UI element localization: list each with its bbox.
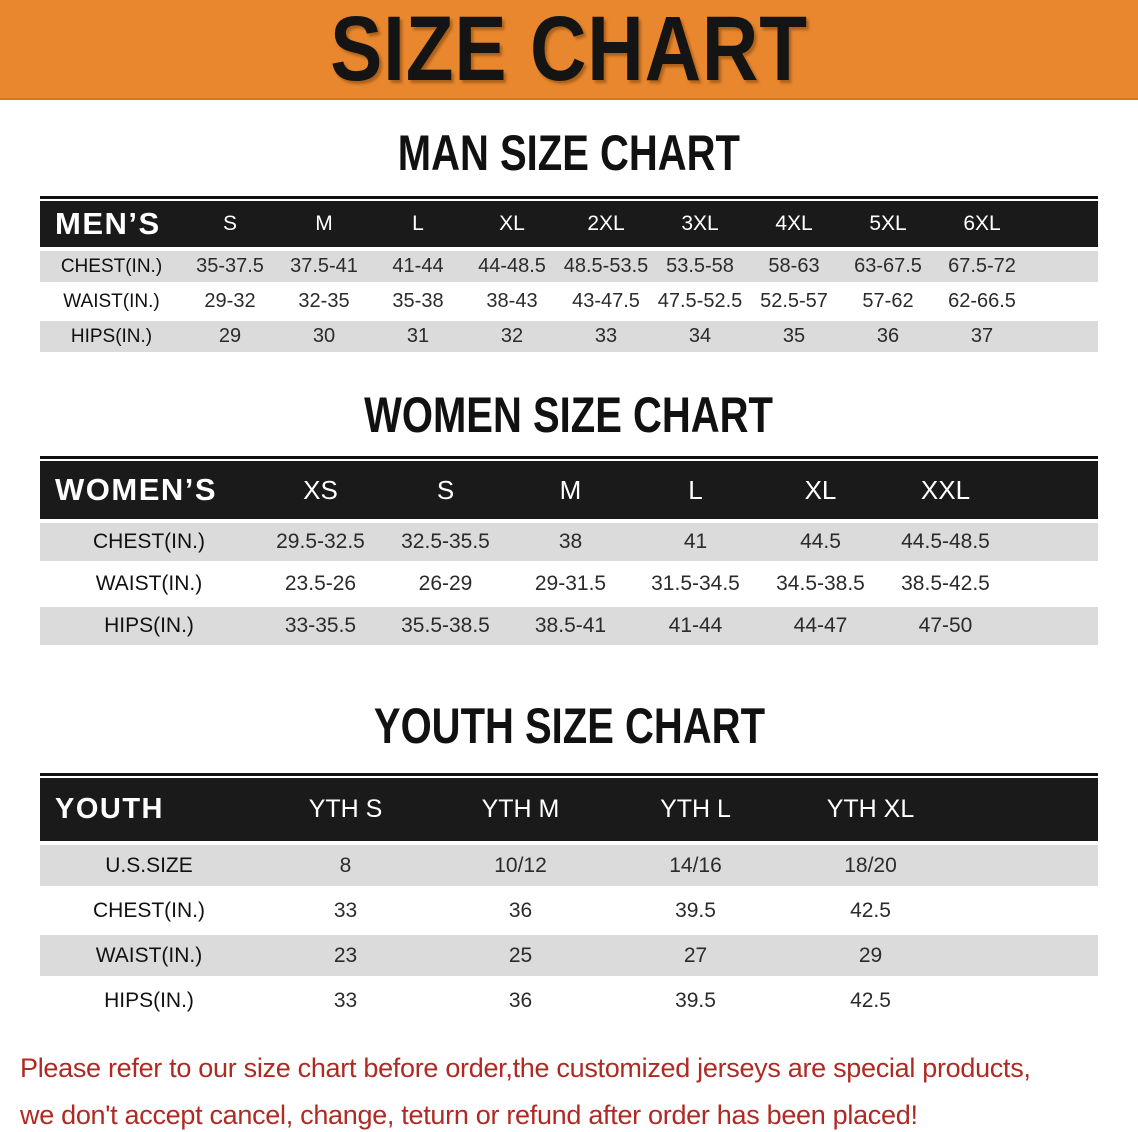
men-waist-value: 35-38 xyxy=(392,290,444,312)
men-column-header: S xyxy=(222,212,237,235)
youth-waist-value: 29 xyxy=(858,943,883,967)
women-column-header: L xyxy=(688,474,703,505)
youth-hips-value: 42.5 xyxy=(850,988,891,1012)
youth-waist-label: WAIST(IN.) xyxy=(95,943,203,967)
youth-row-chest xyxy=(40,890,1098,931)
men-chest-value: 53.5-58 xyxy=(666,255,734,277)
women-column-header: XXL xyxy=(920,474,971,505)
women-waist-value: 38.5-42.5 xyxy=(901,572,990,595)
women-chest-value: 44.5-48.5 xyxy=(901,530,990,553)
women-table-header xyxy=(40,461,1098,519)
women-waist-value: 31.5-34.5 xyxy=(651,572,740,595)
women-row-hips xyxy=(40,607,1098,645)
youth-heading-text: YOUTH SIZE CHART xyxy=(373,698,765,754)
women-chest-value: 41 xyxy=(683,530,708,553)
men-waist-value: 52.5-57 xyxy=(760,290,828,312)
women-size-table xyxy=(40,456,1098,645)
youth-chest-label: CHEST(IN.) xyxy=(93,898,205,922)
women-hips-value: 38.5-41 xyxy=(534,614,607,637)
men-waist-value: 29-32 xyxy=(204,290,256,312)
youth-header-label: YOUTH xyxy=(55,793,164,825)
table-top-rule xyxy=(40,773,1098,776)
youth-column-header: YTH L xyxy=(660,795,731,823)
men-column-header: 4XL xyxy=(775,212,813,235)
youth-waist-value: 25 xyxy=(508,943,533,967)
women-hips-value: 33-35.5 xyxy=(284,614,357,637)
men-column-header: 6XL xyxy=(963,212,1001,235)
men-row-hips xyxy=(40,321,1098,352)
men-hips-value: 35 xyxy=(782,325,806,347)
men-header-label: MEN’S xyxy=(55,206,161,241)
youth-table-header xyxy=(40,778,1098,841)
disclaimer-note xyxy=(0,1045,1138,1132)
men-heading-text: MAN SIZE CHART xyxy=(397,125,741,181)
men-chest-value: 37.5-41 xyxy=(290,255,358,277)
men-chest-label: CHEST(IN.) xyxy=(60,255,163,277)
women-hips-value: 47-50 xyxy=(918,614,973,637)
women-waist-value: 23.5-26 xyxy=(284,572,357,595)
women-waist-value: 29-31.5 xyxy=(534,572,607,595)
banner xyxy=(0,0,1138,100)
youth-section-heading xyxy=(0,698,1138,754)
women-chest-value: 32.5-35.5 xyxy=(401,530,490,553)
men-chest-value: 44-48.5 xyxy=(478,255,546,277)
youth-ussize-value: 18/20 xyxy=(844,853,897,877)
men-size-table xyxy=(40,196,1098,352)
disclaimer-line-1: Please refer to our size chart before order,the customized jerseys are special products, xyxy=(20,1053,1031,1083)
women-column-header: S xyxy=(436,474,455,505)
youth-column-header: YTH XL xyxy=(826,795,915,823)
men-waist-label: WAIST(IN.) xyxy=(63,290,160,312)
youth-hips-value: 36 xyxy=(508,988,533,1012)
men-table-header xyxy=(40,201,1098,247)
page-title: SIZE CHART xyxy=(330,0,808,100)
men-waist-value: 43-47.5 xyxy=(572,290,640,312)
men-hips-value: 36 xyxy=(876,325,900,347)
men-waist-value: 47.5-52.5 xyxy=(657,290,743,312)
men-waist-value: 38-43 xyxy=(486,290,538,312)
women-hips-label: HIPS(IN.) xyxy=(104,614,194,637)
men-chest-value: 35-37.5 xyxy=(196,255,264,277)
youth-row-ussize xyxy=(40,845,1098,886)
women-row-chest xyxy=(40,523,1098,561)
women-hips-value: 41-44 xyxy=(668,614,723,637)
women-chest-value: 29.5-32.5 xyxy=(276,530,365,553)
men-column-header: 5XL xyxy=(869,212,907,235)
men-column-header: 2XL xyxy=(587,212,625,235)
men-chest-value: 41-44 xyxy=(392,255,444,277)
women-heading-text: WOMEN SIZE CHART xyxy=(364,387,774,443)
men-column-header: M xyxy=(315,212,333,235)
youth-ussize-value: 14/16 xyxy=(669,853,722,877)
men-column-header: L xyxy=(412,212,424,235)
women-chest-value: 38 xyxy=(558,530,583,553)
youth-chest-value: 36 xyxy=(508,898,533,922)
men-waist-value: 57-62 xyxy=(862,290,914,312)
youth-size-table xyxy=(40,773,1098,1021)
youth-ussize-value: 8 xyxy=(339,853,352,877)
youth-hips-value: 33 xyxy=(333,988,358,1012)
youth-hips-label: HIPS(IN.) xyxy=(104,988,194,1012)
men-section-heading xyxy=(0,125,1138,181)
men-chest-value: 67.5-72 xyxy=(948,255,1016,277)
women-chest-value: 44.5 xyxy=(800,530,841,553)
men-waist-value: 62-66.5 xyxy=(948,290,1016,312)
men-column-header: XL xyxy=(499,212,525,235)
women-header-label: WOMEN’S xyxy=(55,472,218,507)
men-chest-value: 48.5-53.5 xyxy=(563,255,649,277)
men-hips-value: 31 xyxy=(406,325,430,347)
women-chest-label: CHEST(IN.) xyxy=(93,530,205,553)
youth-waist-value: 23 xyxy=(333,943,358,967)
women-row-waist xyxy=(40,565,1098,603)
youth-ussize-value: 10/12 xyxy=(494,853,547,877)
men-chest-value: 63-67.5 xyxy=(854,255,922,277)
men-waist-value: 32-35 xyxy=(298,290,350,312)
youth-chest-value: 33 xyxy=(333,898,358,922)
disclaimer-line-2: we don't accept cancel, change, teturn or refund after order has been placed! xyxy=(20,1100,918,1130)
men-hips-label: HIPS(IN.) xyxy=(70,325,153,347)
men-hips-value: 29 xyxy=(218,325,242,347)
men-hips-value: 32 xyxy=(500,325,524,347)
table-top-rule xyxy=(40,456,1098,459)
youth-chest-value: 39.5 xyxy=(675,898,716,922)
table-top-rule xyxy=(40,196,1098,199)
youth-ussize-label: U.S.SIZE xyxy=(105,853,193,877)
men-row-chest xyxy=(40,251,1098,282)
men-hips-value: 37 xyxy=(970,325,994,347)
women-waist-label: WAIST(IN.) xyxy=(95,572,203,595)
women-section-heading xyxy=(0,387,1138,443)
women-waist-value: 34.5-38.5 xyxy=(776,572,865,595)
youth-waist-value: 27 xyxy=(683,943,708,967)
youth-chest-value: 42.5 xyxy=(850,898,891,922)
women-column-header: M xyxy=(559,474,582,505)
women-waist-value: 26-29 xyxy=(418,572,473,595)
youth-row-waist xyxy=(40,935,1098,976)
men-column-header: 3XL xyxy=(681,212,719,235)
men-chest-value: 58-63 xyxy=(768,255,820,277)
youth-column-header: YTH S xyxy=(308,795,383,823)
men-row-waist xyxy=(40,286,1098,317)
youth-hips-value: 39.5 xyxy=(675,988,716,1012)
women-column-header: XL xyxy=(804,474,837,505)
men-hips-value: 33 xyxy=(594,325,618,347)
men-hips-value: 30 xyxy=(312,325,336,347)
youth-column-header: YTH M xyxy=(481,795,560,823)
women-hips-value: 35.5-38.5 xyxy=(401,614,490,637)
women-hips-value: 44-47 xyxy=(793,614,848,637)
men-hips-value: 34 xyxy=(688,325,712,347)
youth-row-hips xyxy=(40,980,1098,1021)
women-column-header: XS xyxy=(303,474,338,505)
